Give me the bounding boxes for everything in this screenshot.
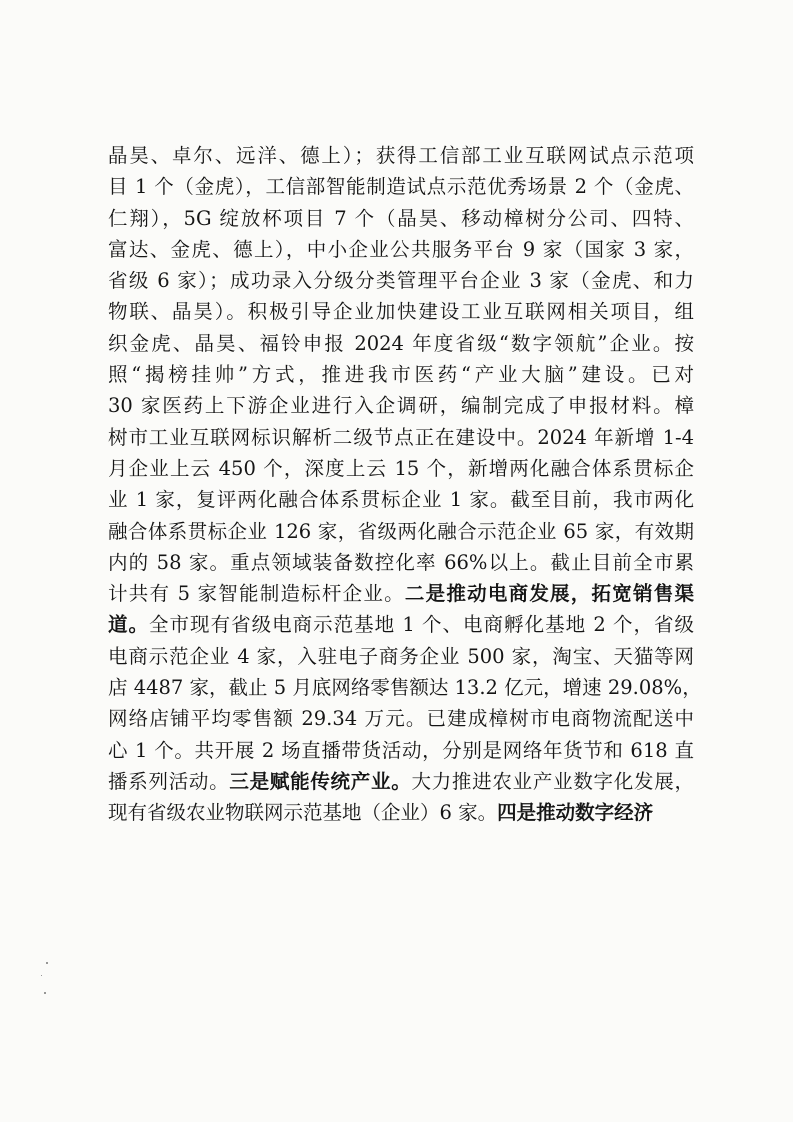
text-run: 省级 6 家）；成功录入分级分类管理平台企业 3 家（金虎、和力 <box>108 269 694 293</box>
text-run: 目 1 个（金虎），工信部智能制造试点示范优秀场景 2 个（金虎、 <box>108 175 694 199</box>
text-line <box>108 140 694 171</box>
text-line <box>108 609 694 640</box>
text-run: 电商示范企业 4 家，入驻电子商务企业 500 家，淘宝、天猫等网 <box>108 644 694 668</box>
text-run: 店 4487 家，截止 5 月底网络零售额达 13.2 亿元，增速 29.08%， <box>108 676 702 700</box>
scan-speck <box>46 962 48 964</box>
text-run: 大力推进农业产业数字化发展， <box>411 769 694 793</box>
text-run: 心 1 个。共开展 2 场直播带货活动，分别是网络年货节和 618 直 <box>108 738 694 762</box>
text-run: 融合体系贯标企业 126 家，省级两化融合示范企业 65 家，有效期 <box>108 519 694 543</box>
text-run: 仁翔），5G 绽放杯项目 7 个（晶昊、移动樟树分公司、四特、 <box>108 206 694 230</box>
text-line <box>108 766 694 797</box>
text-run: 业 1 家，复评两化融合体系贯标企业 1 家。截至目前，我市两化 <box>108 488 694 512</box>
scan-speck <box>41 975 42 976</box>
text-line <box>108 516 694 547</box>
text-run: 计共有 5 家智能制造标杆企业。 <box>108 582 405 606</box>
text-run: 全市现有省级电商示范基地 1 个、电商孵化基地 2 个，省级 <box>149 613 694 637</box>
scan-speck <box>44 992 46 994</box>
text-line <box>108 296 694 327</box>
bold-heading-run: 二是推动电商发展，拓宽销售渠 <box>404 582 694 606</box>
text-run: 织金虎、晶昊、福铃申报 2024 年度省级“数字领航”企业。按 <box>108 331 694 355</box>
text-run: 晶昊、卓尔、远洋、德上）；获得工信部工业互联网试点示范项 <box>108 144 694 167</box>
text-line <box>108 797 694 828</box>
text-run: 物联、晶昊）。积极引导企业加快建设工业互联网相关项目，组 <box>108 300 694 324</box>
text-line <box>108 703 694 734</box>
bold-heading-run: 道。 <box>108 613 150 637</box>
text-run: 播系列活动。 <box>108 769 230 793</box>
text-line <box>108 547 694 578</box>
text-line <box>108 672 702 703</box>
text-line <box>108 390 694 421</box>
text-line <box>108 203 694 234</box>
text-line <box>108 359 694 390</box>
text-line <box>108 641 694 672</box>
body-text <box>108 140 702 829</box>
text-line <box>108 328 694 359</box>
text-run: 树市工业互联网标识解析二级节点正在建设中。2024 年新增 1-4 <box>108 425 694 449</box>
text-line <box>108 265 694 296</box>
text-run: 月企业上云 450 个，深度上云 15 个，新增两化融合体系贯标企 <box>108 456 694 480</box>
text-line <box>108 578 694 609</box>
text-line <box>108 484 694 515</box>
text-run: 内的 58 家。重点领域装备数控化率 66%以上。截止目前全市累 <box>108 550 694 574</box>
text-run: 富达、金虎、德上），中小企业公共服务平台 9 家（国家 3 家， <box>108 237 694 261</box>
text-line <box>108 422 694 453</box>
text-line <box>108 453 694 484</box>
bold-heading-run: 三是赋能传统产业。 <box>229 769 412 793</box>
text-run: 网络店铺平均零售额 29.34 万元。已建成樟树市电商物流配送中 <box>108 707 694 731</box>
text-line <box>108 171 694 202</box>
bold-heading-run: 四是推动数字经济 <box>497 801 654 825</box>
text-line <box>108 735 694 766</box>
text-run: 现有省级农业物联网示范基地（企业）6 家。 <box>108 801 498 825</box>
text-run: 照“揭榜挂帅”方式，推进我市医药“产业大脑”建设。已对 <box>108 363 694 387</box>
text-line <box>108 234 694 265</box>
text-run: 30 家医药上下游企业进行入企调研，编制完成了申报材料。樟 <box>108 394 694 418</box>
